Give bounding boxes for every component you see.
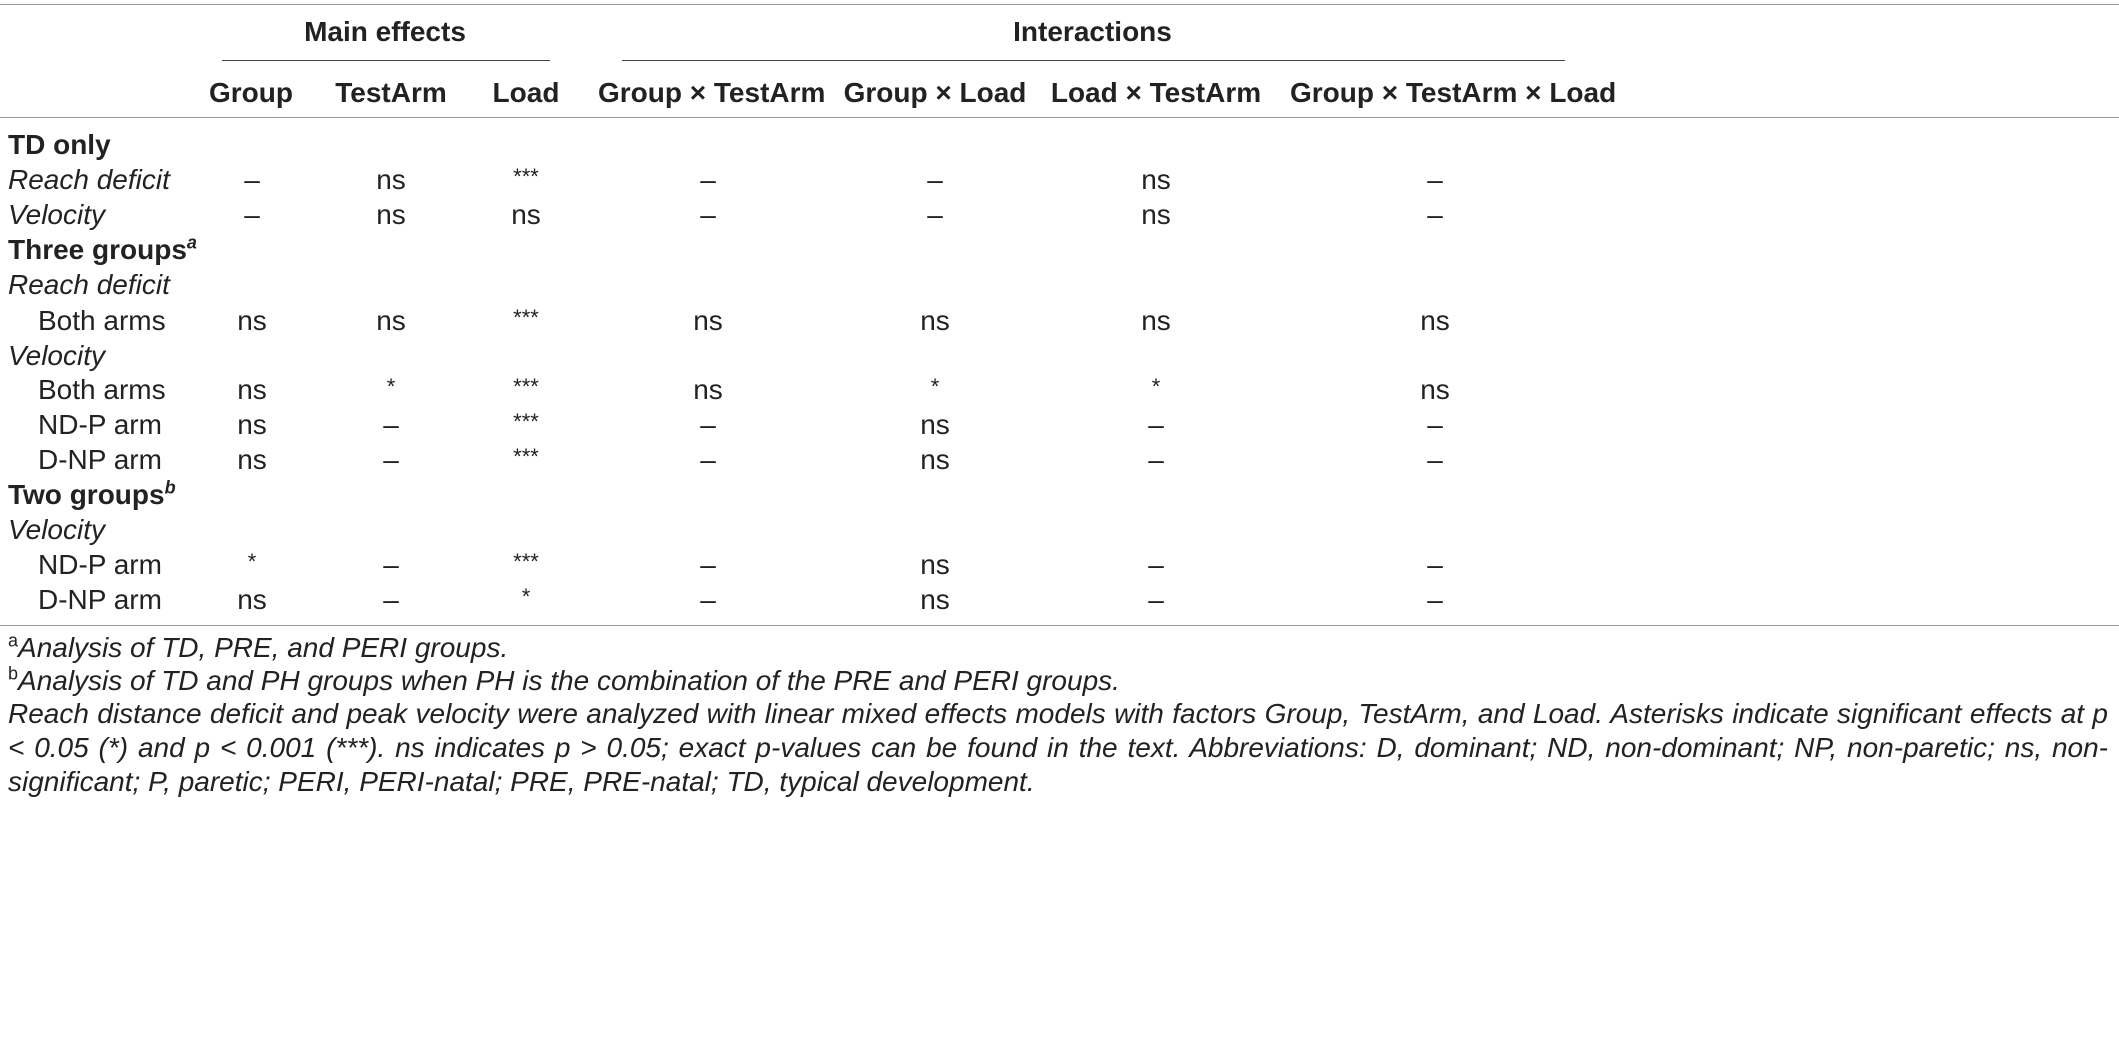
- table-cell: ***: [513, 374, 539, 399]
- table-row: [0, 577, 2119, 623]
- table-cell: ns: [237, 374, 267, 405]
- col-header-group-testarm-load: Group × TestArm × Load: [1290, 77, 1617, 108]
- row-label-text: ND-P arm: [38, 409, 162, 440]
- table-cell: ns: [920, 305, 950, 336]
- row-label-text: Three groups: [8, 234, 187, 265]
- table-cell: ns: [920, 584, 950, 615]
- table-cell: *: [1151, 374, 1161, 399]
- table-cell: ***: [513, 409, 539, 434]
- table-note: Reach distance deficit and peak velocity were analyzed with linear mixed effects models with factors Group, TestArm, and Load. Asterisks indicate significant effects at p < 0.05 (*) and p < 0.001 (***). ns indicates p > 0.05; exact p-values can be found in the text. Abbreviations: D, dominant; ND, non-dominant; NP, non-paretic; ns, non-significant; P, paretic; PERI, PERI-natal; PRE, PRE-natal; TD, typical development.: [8, 698, 2108, 797]
- table-cell: –: [1148, 549, 1164, 580]
- table-cell: ns: [511, 199, 541, 230]
- table-cell: ***: [513, 164, 539, 189]
- row-label-text: Both arms: [38, 374, 166, 405]
- table-bottom-rule: [0, 625, 2119, 626]
- col-header-group-testarm: Group × TestArm: [598, 77, 826, 108]
- table-cell: ns: [693, 305, 723, 336]
- col-header-load-testarm: Load × TestArm: [1050, 77, 1262, 108]
- footnote-b-mark: b: [8, 663, 19, 684]
- col-header-group-load: Group × Load: [843, 77, 1027, 108]
- table-cell: –: [1427, 164, 1443, 195]
- table-cell: –: [1148, 409, 1164, 440]
- row-label: [38, 577, 162, 623]
- footnote-b: [8, 665, 1120, 697]
- table-cell: ns: [920, 549, 950, 580]
- table-cell: –: [1427, 409, 1443, 440]
- row-label-text: Both arms: [38, 305, 166, 336]
- table-cell: –: [383, 584, 399, 615]
- table-cell: ***: [513, 549, 539, 574]
- table-cell: –: [244, 199, 260, 230]
- table-cell: ns: [1141, 199, 1171, 230]
- row-label-text: Reach deficit: [8, 269, 170, 300]
- header-interactions: Interactions: [1013, 16, 1172, 47]
- table-cell: –: [700, 199, 716, 230]
- row-label-text: Velocity: [8, 340, 106, 371]
- table-cell: ns: [920, 409, 950, 440]
- row-label-footnote-mark: a: [186, 232, 197, 253]
- row-label-text: Reach deficit: [8, 164, 170, 195]
- table-cell: ns: [237, 409, 267, 440]
- col-header-group: Group: [209, 77, 293, 108]
- table-cell: ***: [513, 305, 539, 330]
- table-cell: –: [700, 444, 716, 475]
- table-cell: –: [700, 549, 716, 580]
- table-cell: ns: [1420, 374, 1450, 405]
- table-cell: –: [1148, 584, 1164, 615]
- interactions-rule: [622, 60, 1565, 61]
- table-cell: –: [1148, 444, 1164, 475]
- main-effects-rule: [222, 60, 550, 61]
- table-cell: ***: [513, 444, 539, 469]
- table-cell: –: [1427, 549, 1443, 580]
- table-cell: ns: [376, 305, 406, 336]
- table-top-rule: [0, 4, 2119, 5]
- table-cell: –: [927, 199, 943, 230]
- footnote-a-mark: a: [8, 630, 19, 651]
- table-cell: ns: [1420, 305, 1450, 336]
- table-cell: –: [700, 164, 716, 195]
- table-cell: *: [247, 549, 257, 574]
- row-label-text: Two groups: [8, 479, 165, 510]
- table-cell: –: [1427, 199, 1443, 230]
- row-label-text: Velocity: [8, 199, 106, 230]
- table-cell: –: [383, 549, 399, 580]
- table-cell: –: [383, 409, 399, 440]
- footnote-b-text: Analysis of TD and PH groups when PH is the combination of the PRE and PERI groups.: [18, 665, 1120, 696]
- table-cell: –: [700, 409, 716, 440]
- table-cell: *: [930, 374, 940, 399]
- table-cell: ns: [376, 164, 406, 195]
- col-header-load: Load: [492, 77, 560, 108]
- table-cell: –: [700, 584, 716, 615]
- table-cell: –: [244, 164, 260, 195]
- table-cell: ns: [237, 444, 267, 475]
- table-cell: –: [1427, 584, 1443, 615]
- row-label-text: D-NP arm: [38, 444, 162, 475]
- row-label-text: Velocity: [8, 514, 106, 545]
- row-label-footnote-mark: b: [164, 477, 176, 498]
- footnote-a: [8, 632, 508, 664]
- row-label-text: ND-P arm: [38, 549, 162, 580]
- table-cell: –: [927, 164, 943, 195]
- col-header-testarm: TestArm: [335, 77, 447, 108]
- table-cell: *: [386, 374, 396, 399]
- header-bottom-rule: [0, 117, 2119, 118]
- footnote-a-text: Analysis of TD, PRE, and PERI groups.: [18, 632, 509, 663]
- table-cell: ns: [1141, 164, 1171, 195]
- table-cell: ns: [1141, 305, 1171, 336]
- table-cell: ns: [920, 444, 950, 475]
- table-cell: ns: [693, 374, 723, 405]
- table-cell: ns: [376, 199, 406, 230]
- table-cell: –: [1427, 444, 1443, 475]
- table-cell: *: [521, 584, 531, 609]
- row-label-text: TD only: [8, 129, 111, 160]
- table-cell: ns: [237, 584, 267, 615]
- table-cell: –: [383, 444, 399, 475]
- row-label-text: D-NP arm: [38, 584, 162, 615]
- header-main-effects: Main effects: [304, 16, 466, 47]
- table-cell: ns: [237, 305, 267, 336]
